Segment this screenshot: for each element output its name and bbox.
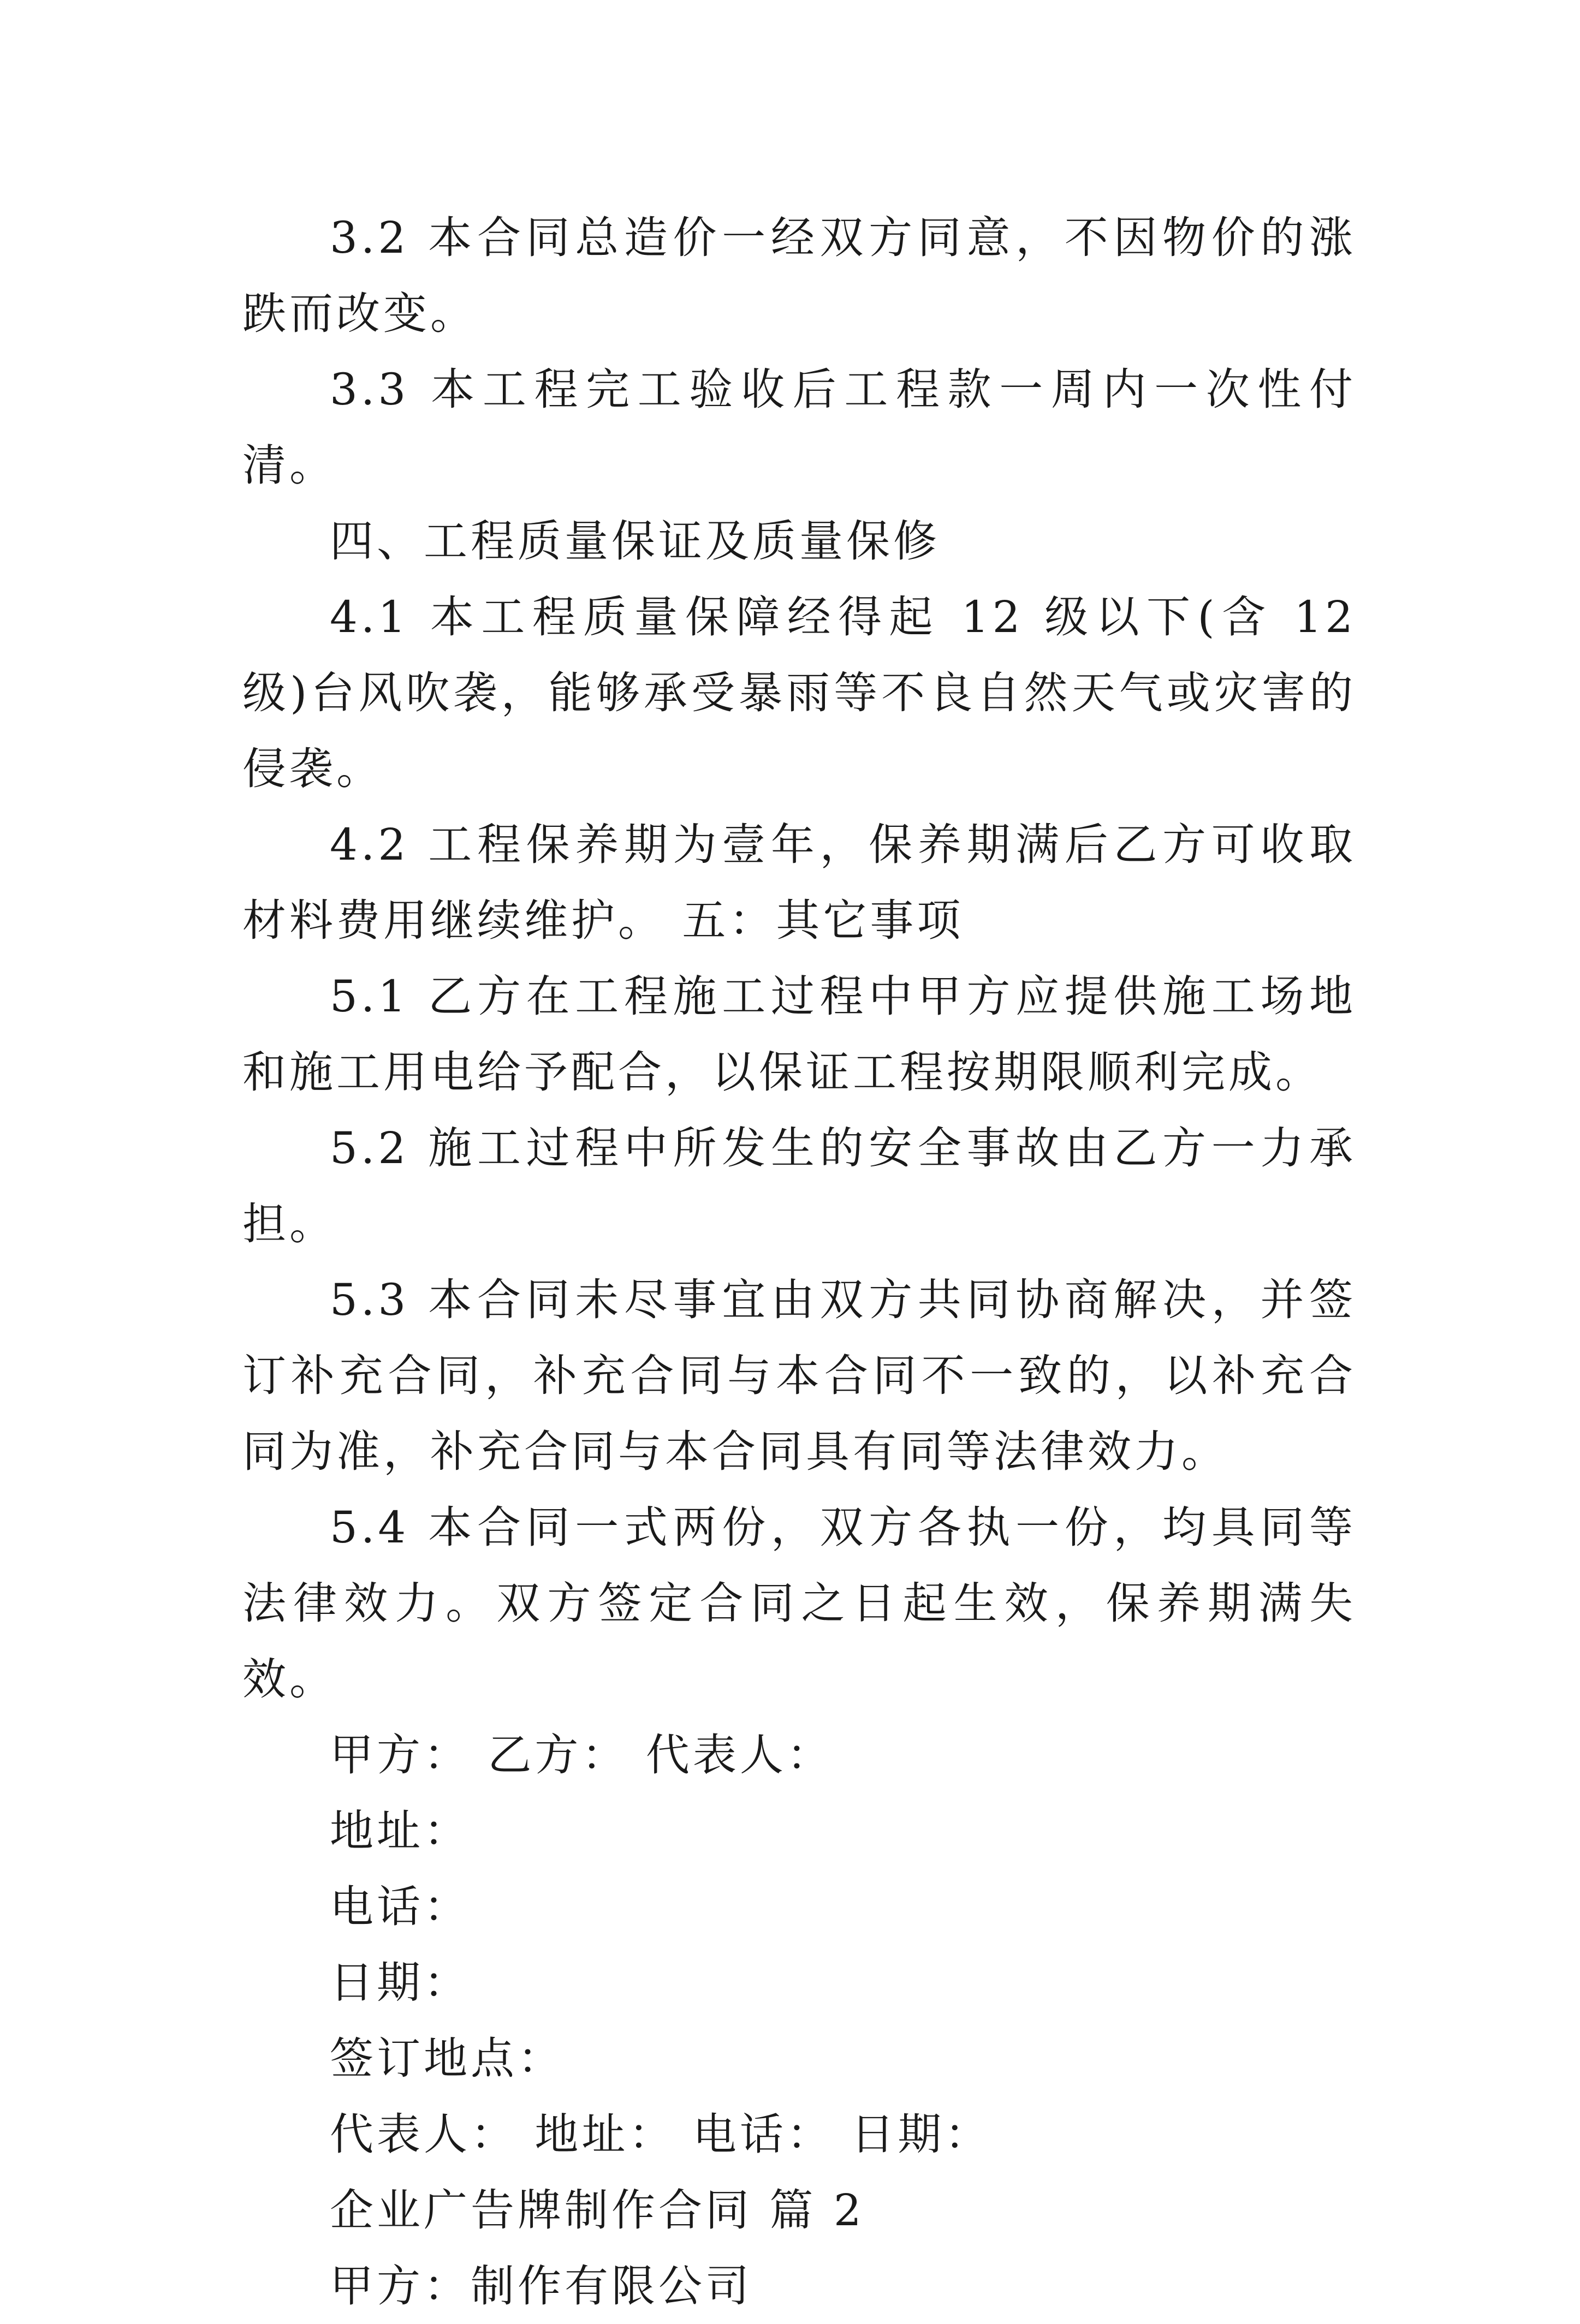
clause-3-2: 3.2 本合同总造价一经双方同意，不因物价的涨跌而改变。 [242, 212, 1356, 339]
party-a-line: 甲方：制作有限公司 [330, 2261, 752, 2311]
contract-title-part-2: 企业广告牌制作合同 篇 2 [330, 2185, 865, 2236]
clause-4-2: 4.2 工程保养期为壹年，保养期满后乙方可收取材料费用继续维护。 五：其它事项 [242, 819, 1356, 946]
clause-3-3: 3.3 本工程完工验收后工程款一周内一次性付清。 [242, 364, 1356, 491]
clause-5-3: 5.3 本合同未尽事宜由双方共同协商解决，并签订补充合同，补充合同与本合同不一致的，以补充合同为准，补充合同与本合同具有同等法律效力。 [242, 1274, 1356, 1477]
address-line: 地址： [330, 1805, 471, 1856]
date-line: 日期： [330, 1957, 471, 2008]
signature-parties-line: 甲方： 乙方： 代表人： [330, 1730, 834, 1780]
signing-place-line: 签订地点： [330, 2033, 565, 2084]
representative-info-line: 代表人： 地址： 电话： 日期： [330, 2109, 992, 2160]
clause-4-1: 4.1 本工程质量保障经得起 12 级以下(含 12 级)台风吹袭，能够承受暴雨等不良自然天气或灾害的侵袭。 [242, 592, 1356, 794]
section-heading-4: 四、工程质量保证及质量保修 [330, 516, 940, 567]
clause-5-4: 5.4 本合同一式两份，双方各执一份，均具同等法律效力。双方签定合同之日起生效，保养期满失效。 [242, 1502, 1356, 1705]
clause-5-2: 5.2 施工过程中所发生的安全事故由乙方一力承担。 [242, 1123, 1356, 1249]
clause-5-1: 5.1 乙方在工程施工过程中甲方应提供施工场地和施工用电给予配合，以保证工程按期限顺利完成。 [242, 971, 1356, 1098]
phone-line: 电话： [330, 1881, 471, 1932]
document-page [242, 200, 1356, 2324]
